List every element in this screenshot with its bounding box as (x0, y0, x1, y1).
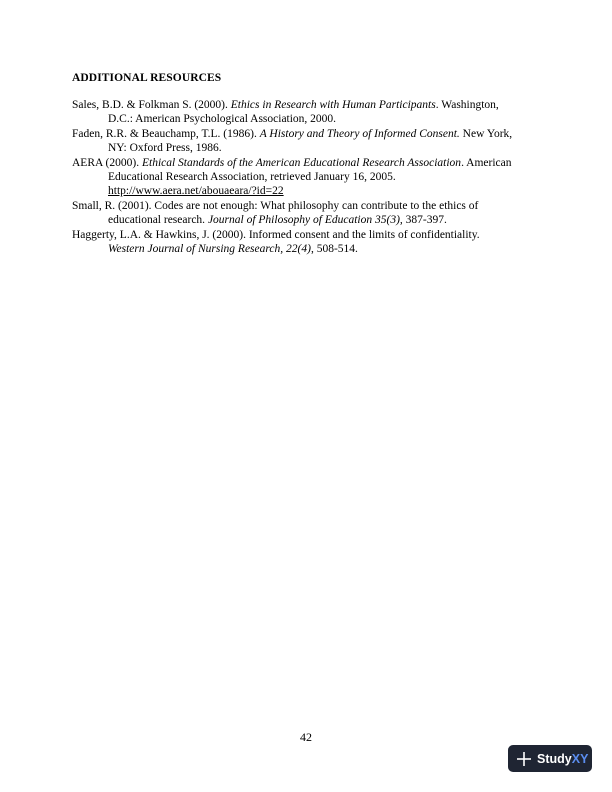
plus-icon (516, 751, 532, 767)
reference-title: A History and Theory of Informed Consent. (259, 127, 460, 140)
badge-label-xy: XY (571, 751, 589, 766)
reference-line (72, 156, 542, 170)
reference-continuation (72, 242, 542, 256)
studyxy-badge[interactable] (508, 745, 592, 772)
reference-url-link[interactable]: http://www.aera.net/abouaeara/?id=22 (108, 185, 284, 198)
reference-url-line (72, 184, 542, 198)
reference-item (72, 228, 542, 257)
badge-label-study: Study (537, 751, 572, 766)
page-number: 42 (300, 730, 312, 744)
reference-text: New York, (459, 127, 513, 140)
reference-continuation (72, 213, 542, 227)
reference-item (72, 98, 542, 127)
reference-authors: Faden, R.R. & Beauchamp, T.L. (1986). (72, 127, 260, 140)
section-heading: ADDITIONAL RESOURCES (72, 72, 222, 84)
reference-journal: Journal of Philosophy of Education 35(3), (207, 214, 403, 227)
reference-text: educational research. (108, 214, 208, 227)
badge-label (537, 752, 588, 766)
reference-pages: , 508-514. (310, 243, 358, 256)
reference-continuation: Educational Research Association, retrieved January 16, 2005. (108, 171, 396, 184)
reference-text: . Washington, (435, 99, 499, 111)
reference-title: Ethical Standards of the American Educational Research Association (141, 156, 462, 169)
reference-text: . American (461, 156, 512, 169)
reference-item (72, 127, 542, 156)
reference-continuation: NY: Oxford Press, 1986. (108, 142, 222, 155)
reference-pages: 387-397. (402, 214, 447, 227)
reference-item (72, 156, 542, 199)
reference-authors: Sales, B.D. & Folkman S. (2000). (72, 99, 231, 111)
reference-line (72, 127, 542, 141)
reference-line: Haggerty, L.A. & Hawkins, J. (2000). Informed consent and the limits of confidentiality. (72, 228, 480, 241)
reference-line (72, 98, 542, 112)
reference-journal: Western Journal of Nursing Research, 22(4) (108, 243, 311, 256)
reference-authors: AERA (2000). (72, 156, 142, 169)
reference-title: Ethics in Research with Human Participants (230, 99, 436, 111)
reference-line: Small, R. (2001). Codes are not enough: What philosophy can contribute to the ethics of (72, 199, 479, 212)
reference-list (72, 98, 542, 256)
reference-continuation: D.C.: American Psychological Association, 2000. (108, 113, 337, 126)
reference-item (72, 199, 542, 228)
